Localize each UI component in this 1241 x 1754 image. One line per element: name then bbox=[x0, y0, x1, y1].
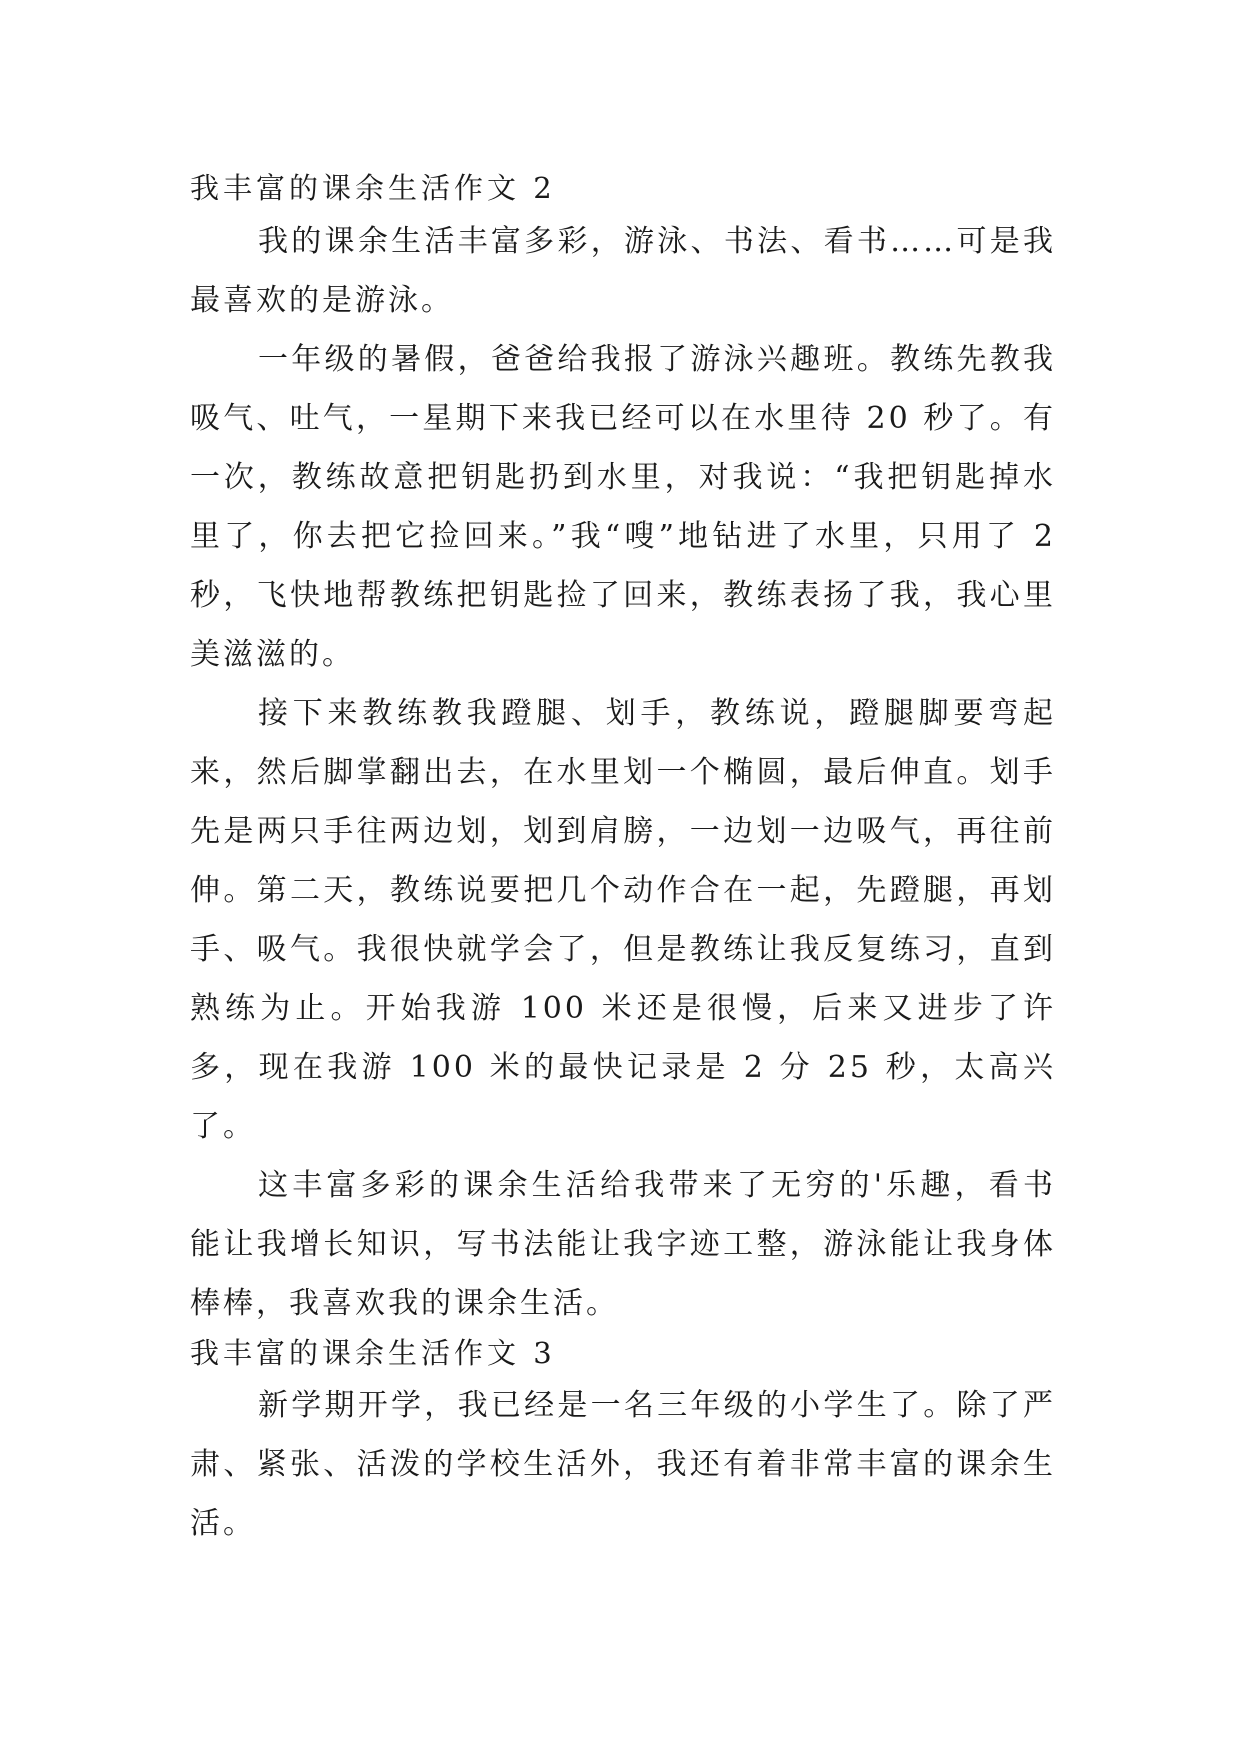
essay-body-3 bbox=[190, 1376, 1056, 1553]
paragraph: 这丰富多彩的课余生活给我带来了无穷的'乐趣，看书能让我增长知识，写书法能让我字迹工整，游泳能让我身体棒棒，我喜欢我的课余生活。 bbox=[190, 1168, 1056, 1321]
paragraph: 一年级的暑假，爸爸给我报了游泳兴趣班。教练先教我吸气、吐气，一星期下来我已经可以在水里待 20 秒了。有一次，教练故意把钥匙扔到水里，对我说：“我把钥匙掉水里了，你去把它捡回来。”我“嗖”地钻进了水里，只用了 2 秒，飞快地帮教练把钥匙捡了回来，教练表扬了我，我心里美滋滋的。 bbox=[190, 342, 1056, 672]
paragraph: 我的课余生活丰富多彩，游泳、书法、看书……可是我最喜欢的是游泳。 bbox=[190, 224, 1056, 318]
essay-title-2: 我丰富的课余生活作文 2 bbox=[190, 171, 556, 205]
essay-title-3: 我丰富的课余生活作文 3 bbox=[190, 1336, 556, 1370]
essay-body-2 bbox=[190, 212, 1056, 1333]
paragraph: 接下来教练教我蹬腿、划手，教练说，蹬腿脚要弯起来，然后脚掌翻出去，在水里划一个椭圆，最后伸直。划手先是两只手往两边划，划到肩膀，一边划一边吸气，再往前伸。第二天，教练说要把几个动作合在一起，先蹬腿，再划手、吸气。我很快就学会了，但是教练让我反复练习，直到熟练为止。开始我游 100 米还是很慢，后来又进步了许多，现在我游 100 米的最快记录是 2 分 25 秒，太高兴了。 bbox=[190, 696, 1056, 1144]
paragraph: 新学期开学，我已经是一名三年级的小学生了。除了严肃、紧张、活泼的学校生活外，我还有着非常丰富的课余生活。 bbox=[190, 1388, 1056, 1541]
